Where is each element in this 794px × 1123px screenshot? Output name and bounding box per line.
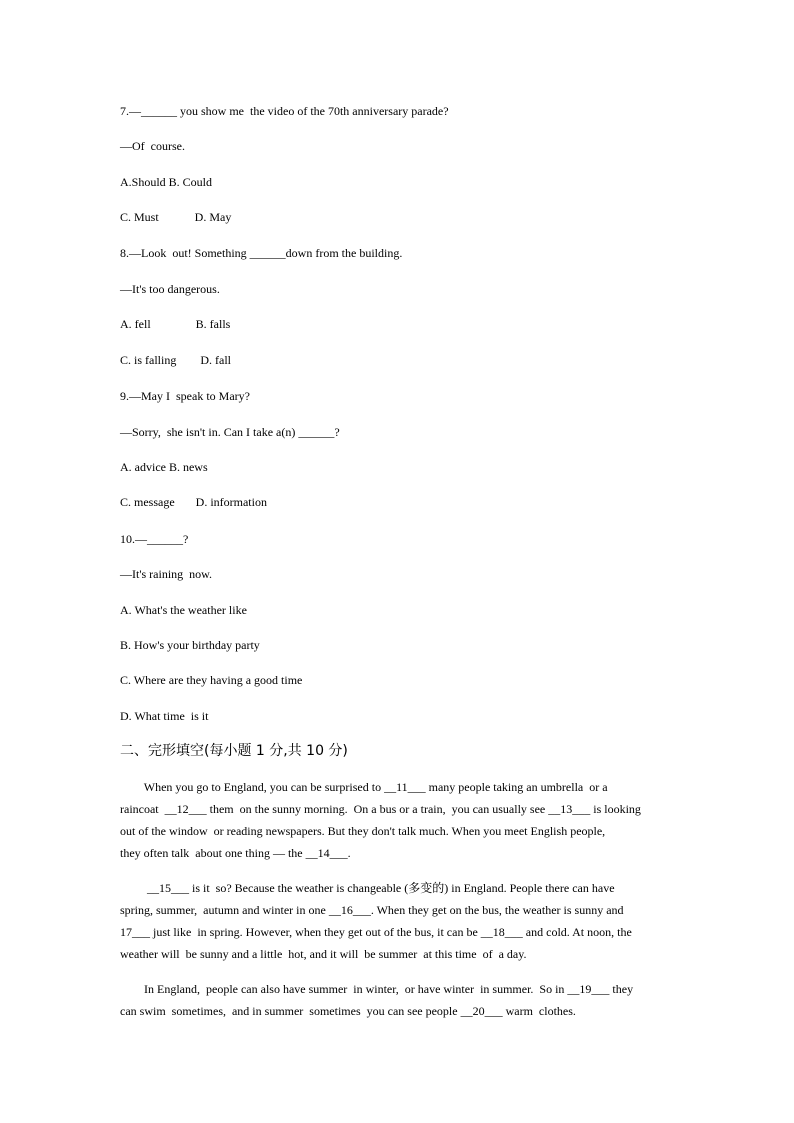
- question-9-reply: —Sorry, she isn't in. Can I take a(n) ______?: [120, 425, 340, 439]
- section-heading: 二、完形填空(每小题 1 分,共 10 分): [120, 743, 348, 759]
- question-8-stem: 8.—Look out! Something ______down from the building.: [120, 246, 403, 260]
- question-9-stem: 9.—May I speak to Mary?: [120, 389, 250, 403]
- question-9-options-cd: C. message D. information: [120, 495, 267, 509]
- passage-line: out of the window or reading newspapers. But they don't talk much. When you meet English people,: [120, 824, 606, 838]
- question-10-stem: 10.—______?: [120, 532, 189, 546]
- question-7-options-cd: C. Must D. May: [120, 210, 232, 224]
- question-7-options-ab: A.Should B. Could: [120, 175, 213, 189]
- passage-line: raincoat __12___ them on the sunny morning. On a bus or a train, you can usually see __13___ is looking: [120, 802, 641, 816]
- question-7-reply: —Of course.: [120, 139, 185, 153]
- question-8-reply: —It's too dangerous.: [120, 282, 220, 296]
- passage-line: spring, summer, autumn and winter in one __16___. When they get on the bus, the weather is sunny and: [120, 903, 624, 917]
- passage-line: weather will be sunny and a little hot, and it will be summer at this time of a day.: [120, 947, 527, 961]
- question-7-stem: 7.—______ you show me the video of the 70th anniversary parade?: [120, 104, 449, 118]
- passage-line: 17___ just like in spring. However, when they get out of the bus, it can be __18___ and cold. At noon, the: [120, 925, 632, 939]
- question-10-option-a: A. What's the weather like: [120, 603, 247, 617]
- question-8-options-ab: A. fell B. falls: [120, 317, 231, 331]
- question-10-option-b: B. How's your birthday party: [120, 638, 260, 652]
- passage-line: In England, people can also have summer in winter, or have winter in summer. So in __19___ they: [120, 982, 634, 996]
- question-10-reply: —It's raining now.: [120, 567, 213, 581]
- passage-line: __15___ is it so? Because the weather is changeable (多变的) in England. People there can have: [120, 881, 615, 895]
- passage-line: they often talk about one thing — the __14___.: [120, 846, 351, 860]
- question-9-options-ab: A. advice B. news: [120, 460, 208, 474]
- passage-paragraph-3: [120, 978, 676, 1022]
- question-10-option-d: D. What time is it: [120, 709, 209, 723]
- passage-line: can swim sometimes, and in summer sometimes you can see people __20___ warm clothes.: [120, 1004, 576, 1018]
- passage-paragraph-2: [120, 877, 676, 965]
- passage-paragraph-1: [120, 776, 676, 864]
- passage-line: When you go to England, you can be surprised to __11___ many people taking an umbrella or a: [120, 780, 608, 794]
- question-8-options-cd: C. is falling D. fall: [120, 353, 231, 367]
- question-10-option-c: C. Where are they having a good time: [120, 673, 303, 687]
